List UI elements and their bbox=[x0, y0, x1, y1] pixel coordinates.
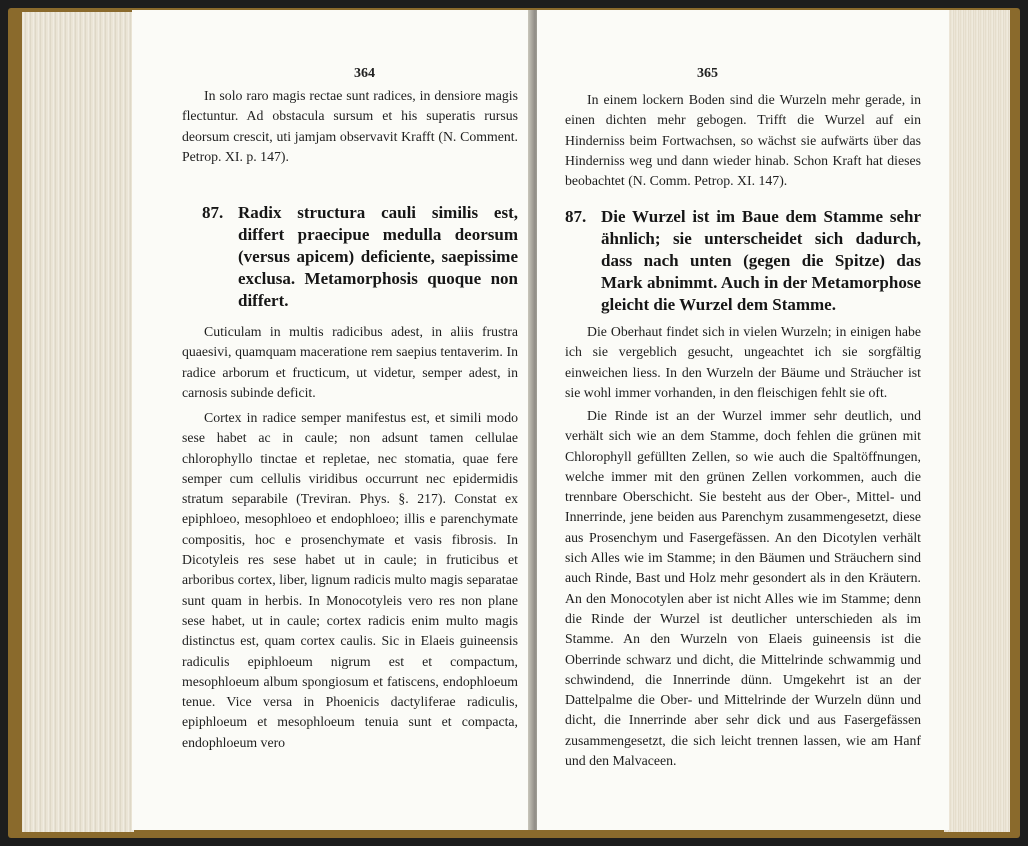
left-section-number: 87. bbox=[202, 203, 224, 222]
left-intro-paragraph: In solo raro magis rectae sunt radices, in densiore magis flectuntur. Ad obstacula sursum et his superatis rursus deorsum crescit, uti jamjam observavit Krafft (N. Comment. Petrop. XI. p. 147). bbox=[182, 88, 518, 164]
left-cuticula-paragraph: Cuticulam in multis radicibus adest, in aliis frustra quaesivi, quamquam maceratione rem saepius tentaverim. In radice arborum et fructicum, ut videtur, semper adest, in carnosis subinde deficit. bbox=[182, 324, 518, 400]
right-page bbox=[537, 10, 949, 830]
right-intro-paragraph: In einem lockern Boden sind die Wurzeln mehr gerade, in einen dichten mehr gebogen. Trifft die Wurzel auf ein Hinderniss beim Fortwachsen, so wächst sie aufwärts über das Hinderniss weg und dann wieder hinab. Schon Kraft hat dieses beobachtet (N. Comm. Petrop. XI. 147). bbox=[565, 92, 921, 189]
right-page-number: 365 bbox=[697, 66, 718, 81]
right-section-number: 87. bbox=[565, 207, 587, 226]
right-section-heading-text: Die Wurzel ist im Baue dem Stamme sehr ähnlich; sie unterscheidet sich dadurch, dass nach unten (gegen die Spitze) das Mark abnimmt. Auch in der Metamorphose gleicht die Wurzel dem Stamme. bbox=[601, 207, 921, 314]
right-rinde-paragraph: Die Rinde ist an der Wurzel immer sehr deutlich, und verhält sich wie an dem Stamme, doch fehlen die grünen mit Chlorophyll gefüllten Zellen, so wie auch die Spaltöffnungen, welche immer mit den grünen Zellen vorkommen, auch die trennbare Oberschicht. Sie besteht aus der Ober-, Mittel- und Innerrinde, jene beiden aus Parenchym zusammengesetzt, diese aus Prosenchym und Fasergefässen. An den Dicotylen verhält sich Alles wie im Stamme; in den Bäumen und Sträuchern sind auch Rinde, Bast und Holz mehr gesondert als in den Kräutern. An den Monocotylen aber ist nicht Alles wie im Stamme; denn die Rinde der Wurzel ist deutlicher unterschieden als im Stamme. An den Wurzeln von Elaeis guineensis ist die Oberrinde schwarz und dicht, die Mittelrinde schwammig und schwindend, die Innerrinde dünn. Umgekehrt ist an der Dattelpalme die Ober- und Mittelrinde der Wurzeln dünn und dicht, die Innerrinde aber sehr dick und aus Fasergefässen zusammengesetzt, die sich leicht trennen lassen, wie am Hanf und den Malvaceen. bbox=[565, 408, 921, 769]
left-section-heading-text: Radix structura cauli similis est, differt praecipue medulla deorsum (versus apicem) deficiente, saepissime exclusa. Metamorphosis quoque non differt. bbox=[238, 203, 518, 310]
left-section-heading bbox=[202, 202, 518, 312]
right-page-edges bbox=[944, 10, 1010, 832]
right-section-heading bbox=[565, 206, 921, 316]
left-page bbox=[132, 10, 534, 830]
right-oberhaut-paragraph: Die Oberhaut findet sich in vielen Wurzeln; in einigen habe ich sie vergeblich gesucht, ungeachtet ich sie sorgfältig einweichen liess. In den Wurzeln der Bäume und Sträucher ist sie wohl immer vorhanden, in den fleischigen fehlt sie oft. bbox=[565, 324, 921, 400]
left-page-number: 364 bbox=[354, 66, 375, 81]
left-cortex-paragraph: Cortex in radice semper manifestus est, et simili modo sese habet ac in caule; non adsunt tamen cellulae chlorophyllo tinctae et repletae, nec stomatia, quae fere semper cum cellulis viridibus occurrunt nec epidermidis stratum separabile (Treviran. Phys. §. 217). Constat ex epiphloeo, mesophloeo et endophloeo; illis e parenchymate compositis, hoc e prosenchymate et vasis fibrosis. In Dicotyleis res sese habet ut in caule; in fruticibus et arboribus cortex, liber, lignum radicis multo magis separatae sunt quam in herbis. In Monocotyleis vero res non plane sese habet, ut in caule; cortex radicis enim multo magis distinctus est, quam cortex caulis. Sic in Elaeis guineensis radiculis epiphloeum nigrum est et compactum, mesophloeum album spongiosum et fatiscens, endophloeum tenue. Vice versa in Phoenicis dactyliferae radiculis, epiphloeum et mesophloeum tenuia sunt et compacta, endophloeum vero bbox=[182, 410, 518, 750]
left-page-edges bbox=[22, 12, 134, 832]
